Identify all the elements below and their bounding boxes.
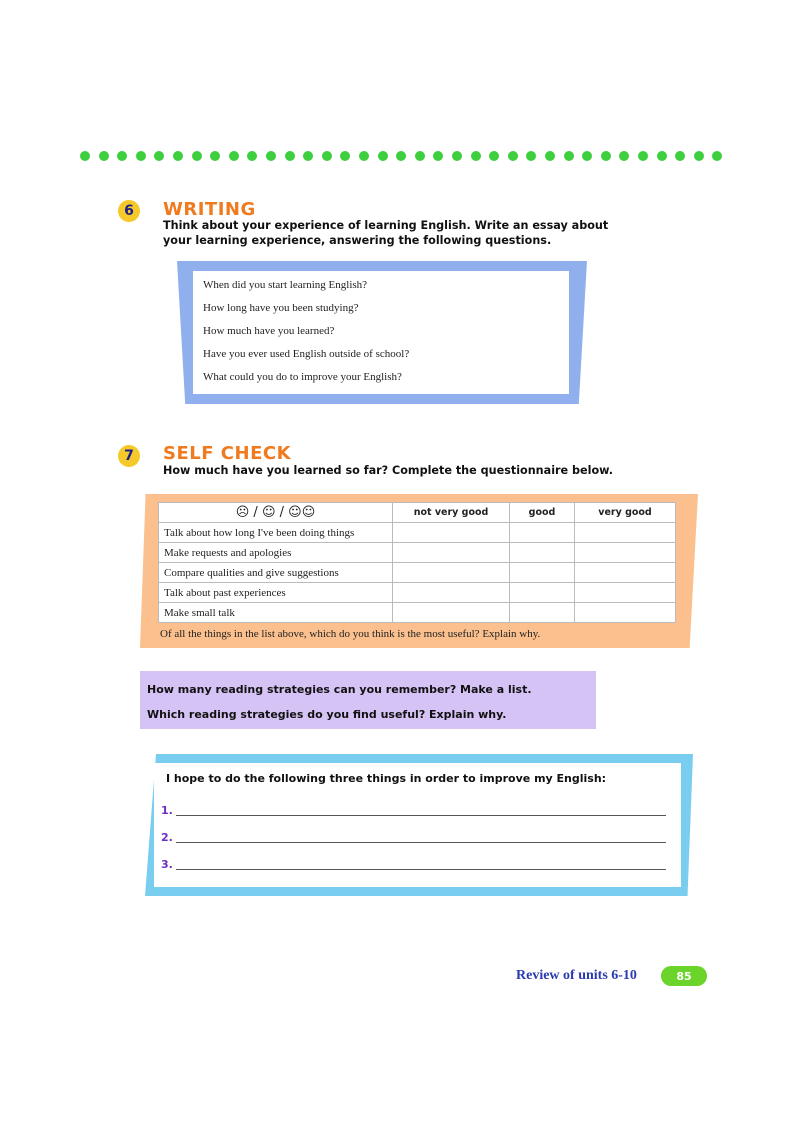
divider-dot bbox=[582, 151, 592, 161]
divider-dot bbox=[452, 151, 462, 161]
writing-question: How long have you been studying? bbox=[203, 302, 359, 314]
divider-dot bbox=[489, 151, 499, 161]
divider-dot bbox=[99, 151, 109, 161]
divider-dot bbox=[359, 151, 369, 161]
rating-cell[interactable] bbox=[510, 583, 575, 603]
rating-cell[interactable] bbox=[575, 583, 676, 603]
rating-cell[interactable] bbox=[393, 603, 510, 623]
divider-dot bbox=[415, 151, 425, 161]
answer-line-2[interactable] bbox=[176, 842, 666, 843]
divider-dot bbox=[638, 151, 648, 161]
divider-dot bbox=[545, 151, 555, 161]
divider-dot bbox=[471, 151, 481, 161]
divider-dot bbox=[508, 151, 518, 161]
divider-dot bbox=[247, 151, 257, 161]
divider-dot bbox=[192, 151, 202, 161]
column-header-not-very-good: not very good bbox=[393, 503, 510, 523]
divider-dot bbox=[322, 151, 332, 161]
table-row bbox=[159, 583, 676, 603]
self-check-footer: Of all the things in the list above, which do you think is the most useful? Explain why. bbox=[160, 628, 541, 640]
dotted-divider bbox=[80, 151, 730, 163]
item-number-1: 1. bbox=[161, 804, 173, 817]
column-header-good: good bbox=[510, 503, 575, 523]
rating-cell[interactable] bbox=[510, 563, 575, 583]
writing-instruction-line-1: Think about your experience of learning English. Write an essay about bbox=[163, 219, 609, 232]
answer-line-1[interactable] bbox=[176, 815, 666, 816]
writing-question: When did you start learning English? bbox=[203, 279, 368, 291]
page-number-badge: 85 bbox=[661, 966, 707, 986]
skill-label: Make requests and apologies bbox=[159, 543, 393, 563]
divider-dot bbox=[173, 151, 183, 161]
rating-cell[interactable] bbox=[510, 523, 575, 543]
writing-question: Have you ever used English outside of school? bbox=[203, 348, 410, 360]
table-row bbox=[159, 543, 676, 563]
divider-dot bbox=[601, 151, 611, 161]
reading-question-1: How many reading strategies can you remember? Make a list. bbox=[147, 683, 532, 696]
divider-dot bbox=[136, 151, 146, 161]
divider-dot bbox=[619, 151, 629, 161]
writing-question: How much have you learned? bbox=[203, 325, 335, 337]
divider-dot bbox=[303, 151, 313, 161]
reading-question-2: Which reading strategies do you find useful? Explain why. bbox=[147, 708, 507, 721]
rating-cell[interactable] bbox=[575, 603, 676, 623]
divider-dot bbox=[154, 151, 164, 161]
skill-label: Make small talk bbox=[159, 603, 393, 623]
divider-dot bbox=[526, 151, 536, 161]
writing-instruction-line-2: your learning experience, answering the following questions. bbox=[163, 234, 552, 247]
divider-dot bbox=[675, 151, 685, 161]
skill-label: Compare qualities and give suggestions bbox=[159, 563, 393, 583]
divider-dot bbox=[712, 151, 722, 161]
item-number-2: 2. bbox=[161, 831, 173, 844]
writing-title: WRITING bbox=[163, 199, 256, 220]
rating-cell[interactable] bbox=[393, 523, 510, 543]
table-row bbox=[159, 603, 676, 623]
divider-dot bbox=[564, 151, 574, 161]
divider-dot bbox=[340, 151, 350, 161]
rating-cell[interactable] bbox=[575, 543, 676, 563]
section-6-badge: 6 bbox=[118, 200, 140, 222]
divider-dot bbox=[266, 151, 276, 161]
skill-label: Talk about past experiences bbox=[159, 583, 393, 603]
rating-cell[interactable] bbox=[510, 603, 575, 623]
item-number-3: 3. bbox=[161, 858, 173, 871]
writing-question: What could you do to improve your English? bbox=[203, 371, 402, 383]
divider-dot bbox=[433, 151, 443, 161]
table-row bbox=[159, 563, 676, 583]
divider-dot bbox=[80, 151, 90, 161]
rating-cell[interactable] bbox=[393, 543, 510, 563]
self-check-instruction: How much have you learned so far? Complete the questionnaire below. bbox=[163, 464, 614, 477]
writing-instruction bbox=[163, 218, 608, 248]
rating-cell[interactable] bbox=[510, 543, 575, 563]
table-row bbox=[159, 523, 676, 543]
rating-cell[interactable] bbox=[393, 583, 510, 603]
rating-cell[interactable] bbox=[393, 563, 510, 583]
divider-dot bbox=[378, 151, 388, 161]
divider-dot bbox=[694, 151, 704, 161]
rating-cell[interactable] bbox=[575, 563, 676, 583]
answer-line-3[interactable] bbox=[176, 869, 666, 870]
divider-dot bbox=[285, 151, 295, 161]
divider-dot bbox=[657, 151, 667, 161]
rating-cell[interactable] bbox=[575, 523, 676, 543]
divider-dot bbox=[396, 151, 406, 161]
self-check-title: SELF CHECK bbox=[163, 443, 292, 464]
divider-dot bbox=[210, 151, 220, 161]
improvement-title: I hope to do the following three things in order to improve my English: bbox=[166, 772, 607, 785]
footer-unit-range: Review of units 6-10 bbox=[516, 968, 637, 983]
faces-header: ☹ / ☺ / ☺☺ bbox=[159, 503, 393, 523]
section-7-badge: 7 bbox=[118, 445, 140, 467]
table-header-row bbox=[159, 503, 676, 523]
divider-dot bbox=[229, 151, 239, 161]
self-check-table bbox=[158, 502, 676, 623]
divider-dot bbox=[117, 151, 127, 161]
column-header-very-good: very good bbox=[575, 503, 676, 523]
skill-label: Talk about how long I've been doing things bbox=[159, 523, 393, 543]
